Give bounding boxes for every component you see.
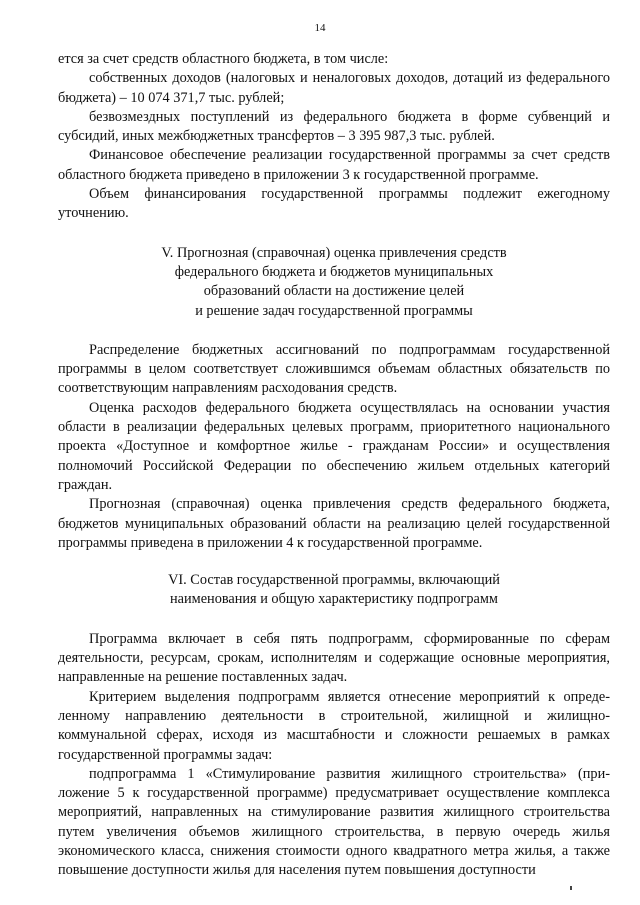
paragraph: Финансовое обеспечение реализации государственной программы за счет средств областного бюджета приведено в приложении 3 к государственной программе. — [58, 147, 610, 183]
paragraph: собственных доходов (налоговых и неналоговых доходов, дотаций из федерального бюджета) – 10 074 371,7 тыс. рублей; — [58, 70, 610, 106]
paragraph: Распределение бюджетных ассигнований по подпрограммам государственной программы в целом соответствует сложившимся объемам областных обязательств по соответствующим направлениям расходования средств. — [58, 341, 610, 397]
page-number: 14 — [314, 22, 326, 34]
heading-line: федерального бюджета и бюджетов муниципальных — [174, 263, 494, 280]
heading-line: V. Прогнозная (справочная) оценка привлечения средств — [161, 244, 507, 261]
paragraph: подпрограмма 1 «Стимулирование развития жилищного строительства» (приложение 5 к государственной программе) предусматривает осуществление комплекса мероприятий, направленных на стимулирование развития жилищного строительства путем увеличения объемов жилищного строительства, в первую очередь жилья экономического класса, снижения стоимости одного квадратного метра жилья, а также повышение доступности жилья для населения путем повышения доступности — [58, 765, 610, 879]
paragraph: ется за счет средств областного бюджета, в том числе: — [58, 51, 389, 67]
heading-line: VI. Состав государственной программы, включающий — [168, 572, 500, 589]
page-body — [58, 50, 610, 881]
paragraph: безвозмездных поступлений из федерального бюджета в форме субвенций и субсидий, иных межбюджетных трансфертов – 3 395 987,3 тыс. рублей. — [58, 108, 610, 145]
scan-mark — [570, 886, 572, 890]
heading-line: и решение задач государственной программы — [195, 302, 473, 319]
paragraph: Объем финансирования государственной программы подлежит ежегодному уточнению. — [58, 186, 610, 222]
section-5-heading — [58, 244, 610, 321]
paragraph: Программа включает в себя пять подпрограмм, сформированные по сферам деятельности, ресурсам, срокам, исполнителям и содержащие основные мероприятия, направленные на решение поставленных задач. — [58, 630, 610, 686]
paragraph: Критерием выделения подпрограмм является отнесение мероприятий к определенному направлению деятельности в строительной, жилищной и жилищно-коммунальной сферах, исходя из масштабности и сложности решаемых в рамках государственной программы задач: — [58, 688, 610, 763]
heading-line: образований области на достижение целей — [203, 283, 465, 300]
paragraph: Оценка расходов федерального бюджета осуществлялась на основании участия области в реализации федеральных целевых программ, приоритетного национального проекта «Доступное и комфортное жилье - гражданам России» и осуществления полномочий Российской Федерации по обеспечению жильем отдельных категорий граждан. — [58, 399, 610, 493]
heading-line: наименования и общую характеристику подпрограмм — [170, 591, 498, 608]
section-6-heading — [58, 571, 610, 610]
paragraph: Прогнозная (справочная) оценка привлечения средств федерального бюджета, бюджетов муниципальных образований области на реализацию целей государственной программы приведена в приложении 4 к государственной программе. — [58, 496, 610, 551]
